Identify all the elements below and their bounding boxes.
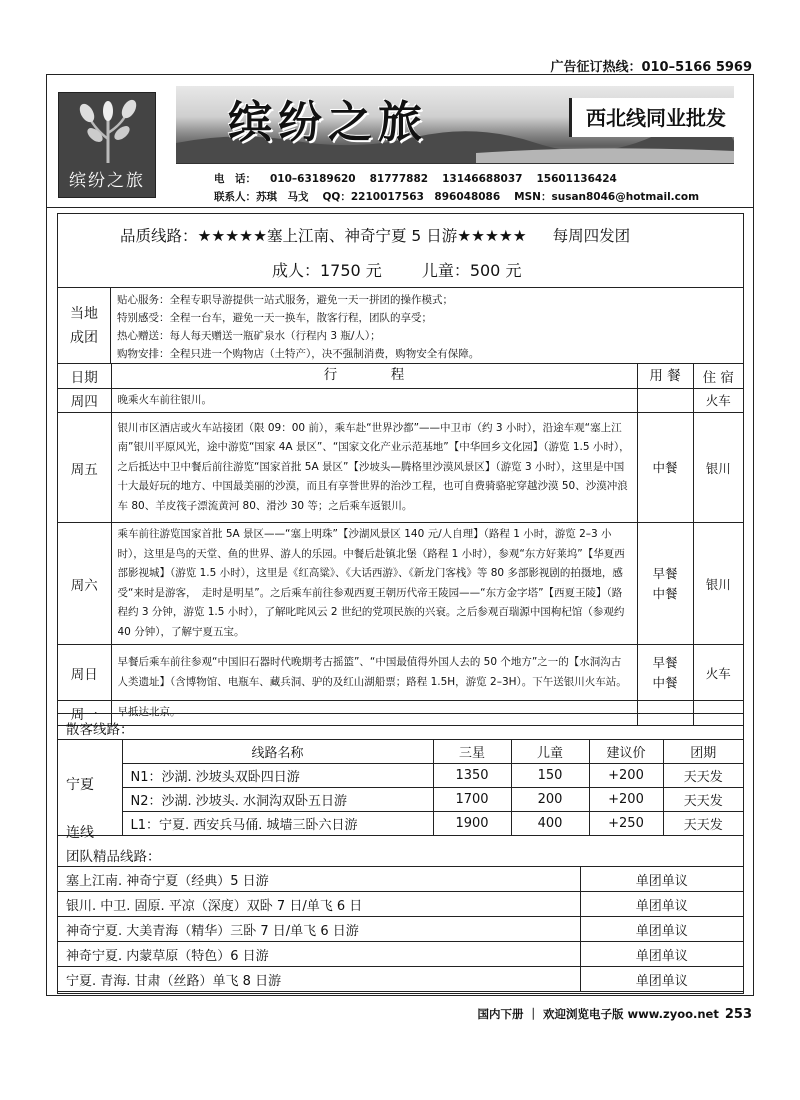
day-description: 早抵达北京。 xyxy=(111,701,637,725)
team-route-price: 单团单议 xyxy=(580,917,743,942)
child-price: 儿童：500 元 xyxy=(421,261,522,280)
day-label: 周六 xyxy=(58,523,111,645)
adult-price: 成人：1750 元 xyxy=(272,261,382,280)
team-route-price: 单团单议 xyxy=(580,892,743,917)
footer-text: 国内下册 ｜ 欢迎浏览电子版 www.zyoo.net xyxy=(477,1007,719,1021)
service-item: 特别感受：全程一台车，避免一天一换车，散客行程，团队的享受； xyxy=(117,312,432,324)
schedule-row xyxy=(58,413,743,523)
logo-text: 缤纷之旅 xyxy=(69,171,145,191)
day-label: 周日 xyxy=(58,645,111,701)
service-item: 热心赠送：每人每天赠送一瓶矿泉水（行程内 3 瓶/人）； xyxy=(117,330,381,342)
page-number: 253 xyxy=(724,1007,752,1022)
contact-persons: 联系人：苏琪 马戈 xyxy=(214,191,309,203)
table-row xyxy=(58,764,743,788)
header-child: 儿童 xyxy=(511,740,589,764)
day-meal: 早餐 中餐 xyxy=(637,523,693,645)
route-suggest: +200 xyxy=(589,764,663,788)
msn-address: MSN：susan8046@hotmail.com xyxy=(514,191,700,203)
phone-1: 010–63189620 xyxy=(270,173,356,185)
day-description: 早餐后乘车前往参观“中国旧石器时代晚期考古摇篮”、“中国最值得外国人去的 50 个地方”之一的【水洞沟古人类遗址】（含博物馆、电瓶车、藏兵洞、驴的及红山湖船票；路程 1.5H，游览 2–3H）。下午送银川火车站。 xyxy=(111,645,637,701)
header-route-name: 线路名称 xyxy=(122,740,433,764)
region-combined: 连线 xyxy=(66,825,94,841)
schedule-row xyxy=(58,388,743,413)
route-name: L1：宁夏. 西安兵马俑. 城墙三卧六日游 xyxy=(122,812,433,836)
day-hotel: 火车 xyxy=(693,388,743,413)
tree-logo-icon xyxy=(75,99,141,165)
team-route-name: 宁夏. 青海. 甘肃（丝路）单飞 8 日游 xyxy=(58,967,580,992)
route-title: 品质线路：★★★★★塞上江南、神奇宁夏 5 日游★★★★★ xyxy=(120,227,527,245)
banner-subtitle: 西北线同业批发 xyxy=(569,98,734,137)
route-schedule: 天天发 xyxy=(663,764,743,788)
team-route-name: 银川. 中卫. 固原. 平凉（深度）双卧 7 日/单飞 6 日 xyxy=(58,892,580,917)
service-list xyxy=(111,288,743,363)
page-footer xyxy=(478,1006,753,1022)
team-route-price: 单团单议 xyxy=(580,942,743,967)
route-star: 1700 xyxy=(433,788,511,812)
team-route-name: 塞上江南. 神奇宁夏（经典）5 日游 xyxy=(58,867,580,892)
table-row xyxy=(58,967,743,992)
schedule-row xyxy=(58,523,743,645)
route-schedule: 天天发 xyxy=(663,788,743,812)
route-child: 150 xyxy=(511,764,589,788)
region-ningxia: 宁夏 xyxy=(66,777,94,793)
banner xyxy=(176,86,734,164)
route-suggest: +200 xyxy=(589,788,663,812)
phone-4: 15601136424 xyxy=(536,173,617,185)
schedule-header xyxy=(58,364,743,388)
team-route-price: 单团单议 xyxy=(580,967,743,992)
table-row xyxy=(58,812,743,836)
day-hotel: 银川 xyxy=(693,413,743,523)
team-route-price: 单团单议 xyxy=(580,867,743,892)
header-divider xyxy=(46,207,754,208)
header-suggest: 建议价 xyxy=(589,740,663,764)
ad-hotline: 广告征订热线：010–5166 5969 xyxy=(550,60,752,75)
header-day: 日期 xyxy=(58,364,111,388)
route-suggest: +250 xyxy=(589,812,663,836)
route-name: N2：沙湖. 沙坡头. 水洞沟双卧五日游 xyxy=(122,788,433,812)
table-row xyxy=(58,892,743,917)
route-child: 200 xyxy=(511,788,589,812)
service-item: 购物安排：全程只进一个购物店（土特产），决不强制消费，购物安全有保障。 xyxy=(117,348,480,360)
route-star: 1900 xyxy=(433,812,511,836)
team-route-name: 神奇宁夏. 内蒙草原（特色）6 日游 xyxy=(58,942,580,967)
departure-schedule: 每周四发团 xyxy=(552,227,631,245)
header-schedule: 团期 xyxy=(663,740,743,764)
header-meal: 用 餐 xyxy=(637,364,693,388)
phone-3: 13146688037 xyxy=(442,173,523,185)
day-label: 周一 xyxy=(58,701,111,725)
team-route-name: 神奇宁夏. 大美青海（精华）三卧 7 日/单飞 6 日游 xyxy=(58,917,580,942)
day-hotel: 火车 xyxy=(693,645,743,701)
region-cell xyxy=(58,740,122,764)
table-row xyxy=(58,788,743,812)
route-header xyxy=(58,740,743,764)
service-item: 贴心服务：全程专职导游提供一站式服务，避免一天一拼团的操作模式； xyxy=(117,294,453,306)
phone-label: 电 话： xyxy=(214,173,256,185)
day-label: 周四 xyxy=(58,388,111,413)
schedule-table xyxy=(58,364,743,725)
day-description: 银川市区酒店或火车站接团（限 09：00 前），乘车赴“世界沙都”——中卫市（约 3 小时），沿途车观“塞上江南”银川平原风光，途中游览“国家 4A 景区”、“国家文化产业示范基地”【中华回乡文化园】（游览 1.5 小时），之后抵达中卫中餐后前往游览“国家首批 5A 景区”【沙坡头—腾格里沙漠风景区】（游览 3 小时），这里是中国十大最好玩的地方、中国最美丽的沙漠，而且有享誉世界的治沙工程，也可自费骑骆驼穿越沙漠 50、沙漠冲浪车 80、羊皮筏子漂流黄河 80、滑沙 30 等；之后乘车返银川。 xyxy=(111,413,637,523)
route-schedule: 天天发 xyxy=(663,812,743,836)
company-logo xyxy=(58,92,156,198)
header-hotel: 住 宿 xyxy=(693,364,743,388)
qq-numbers: QQ：2210017563 896048086 xyxy=(322,191,501,203)
day-meal: 中餐 xyxy=(637,413,693,523)
route-child: 400 xyxy=(511,812,589,836)
scatter-routes-title: 散客线路： xyxy=(66,722,134,738)
day-description: 晚乘火车前往银川。 xyxy=(111,388,637,413)
route-name: N1：沙湖. 沙坡头双卧四日游 xyxy=(122,764,433,788)
team-routes-title: 团队精品线路： xyxy=(66,849,161,865)
day-hotel: 银川 xyxy=(693,523,743,645)
team-route-table xyxy=(58,866,743,992)
day-label: 周五 xyxy=(58,413,111,523)
table-row xyxy=(58,942,743,967)
header-star: 三星 xyxy=(433,740,511,764)
table-row xyxy=(58,867,743,892)
schedule-row xyxy=(58,645,743,701)
itinerary-title xyxy=(58,214,743,288)
service-section xyxy=(58,288,743,364)
contact-info xyxy=(214,170,713,206)
day-meal: 早餐 中餐 xyxy=(637,645,693,701)
day-description: 乘车前往游览国家首批 5A 景区——“塞上明珠”【沙湖风景区 140 元/人自理】（路程 1 小时，游览 2–3 小时），这里是鸟的天堂、鱼的世界、游人的乐园。中餐后赴镇北堡（路程 1 小时），参观“东方好莱坞”【华夏西部影视城】（游览 1.5 小时），这里是《红高粱》、《大话西游》、《新龙门客栈》等 80 多部影视剧的拍摄地，感受“来时是游客， 走时是明星”。之后乘车前往参观西夏王朝历代帝王陵园——“东方金字塔”【西夏王陵】（路程约 3 分钟，游览 1.5 小时），了解叱咤风云 2 世纪的党项民族的兴衰。之后参观百瑞源中国枸杞馆（参观约 40 分钟），了解宁夏五宝。 xyxy=(111,523,637,645)
itinerary-box xyxy=(57,213,744,726)
banner-title: 缤纷之旅 xyxy=(228,97,428,148)
scatter-route-table xyxy=(58,739,743,836)
header-route: 行 程 xyxy=(111,364,637,388)
service-label: 当地 成团 xyxy=(58,288,111,363)
route-star: 1350 xyxy=(433,764,511,788)
phone-2: 81777882 xyxy=(369,173,429,185)
table-row xyxy=(58,917,743,942)
price-section xyxy=(57,713,744,994)
day-meal xyxy=(637,388,693,413)
